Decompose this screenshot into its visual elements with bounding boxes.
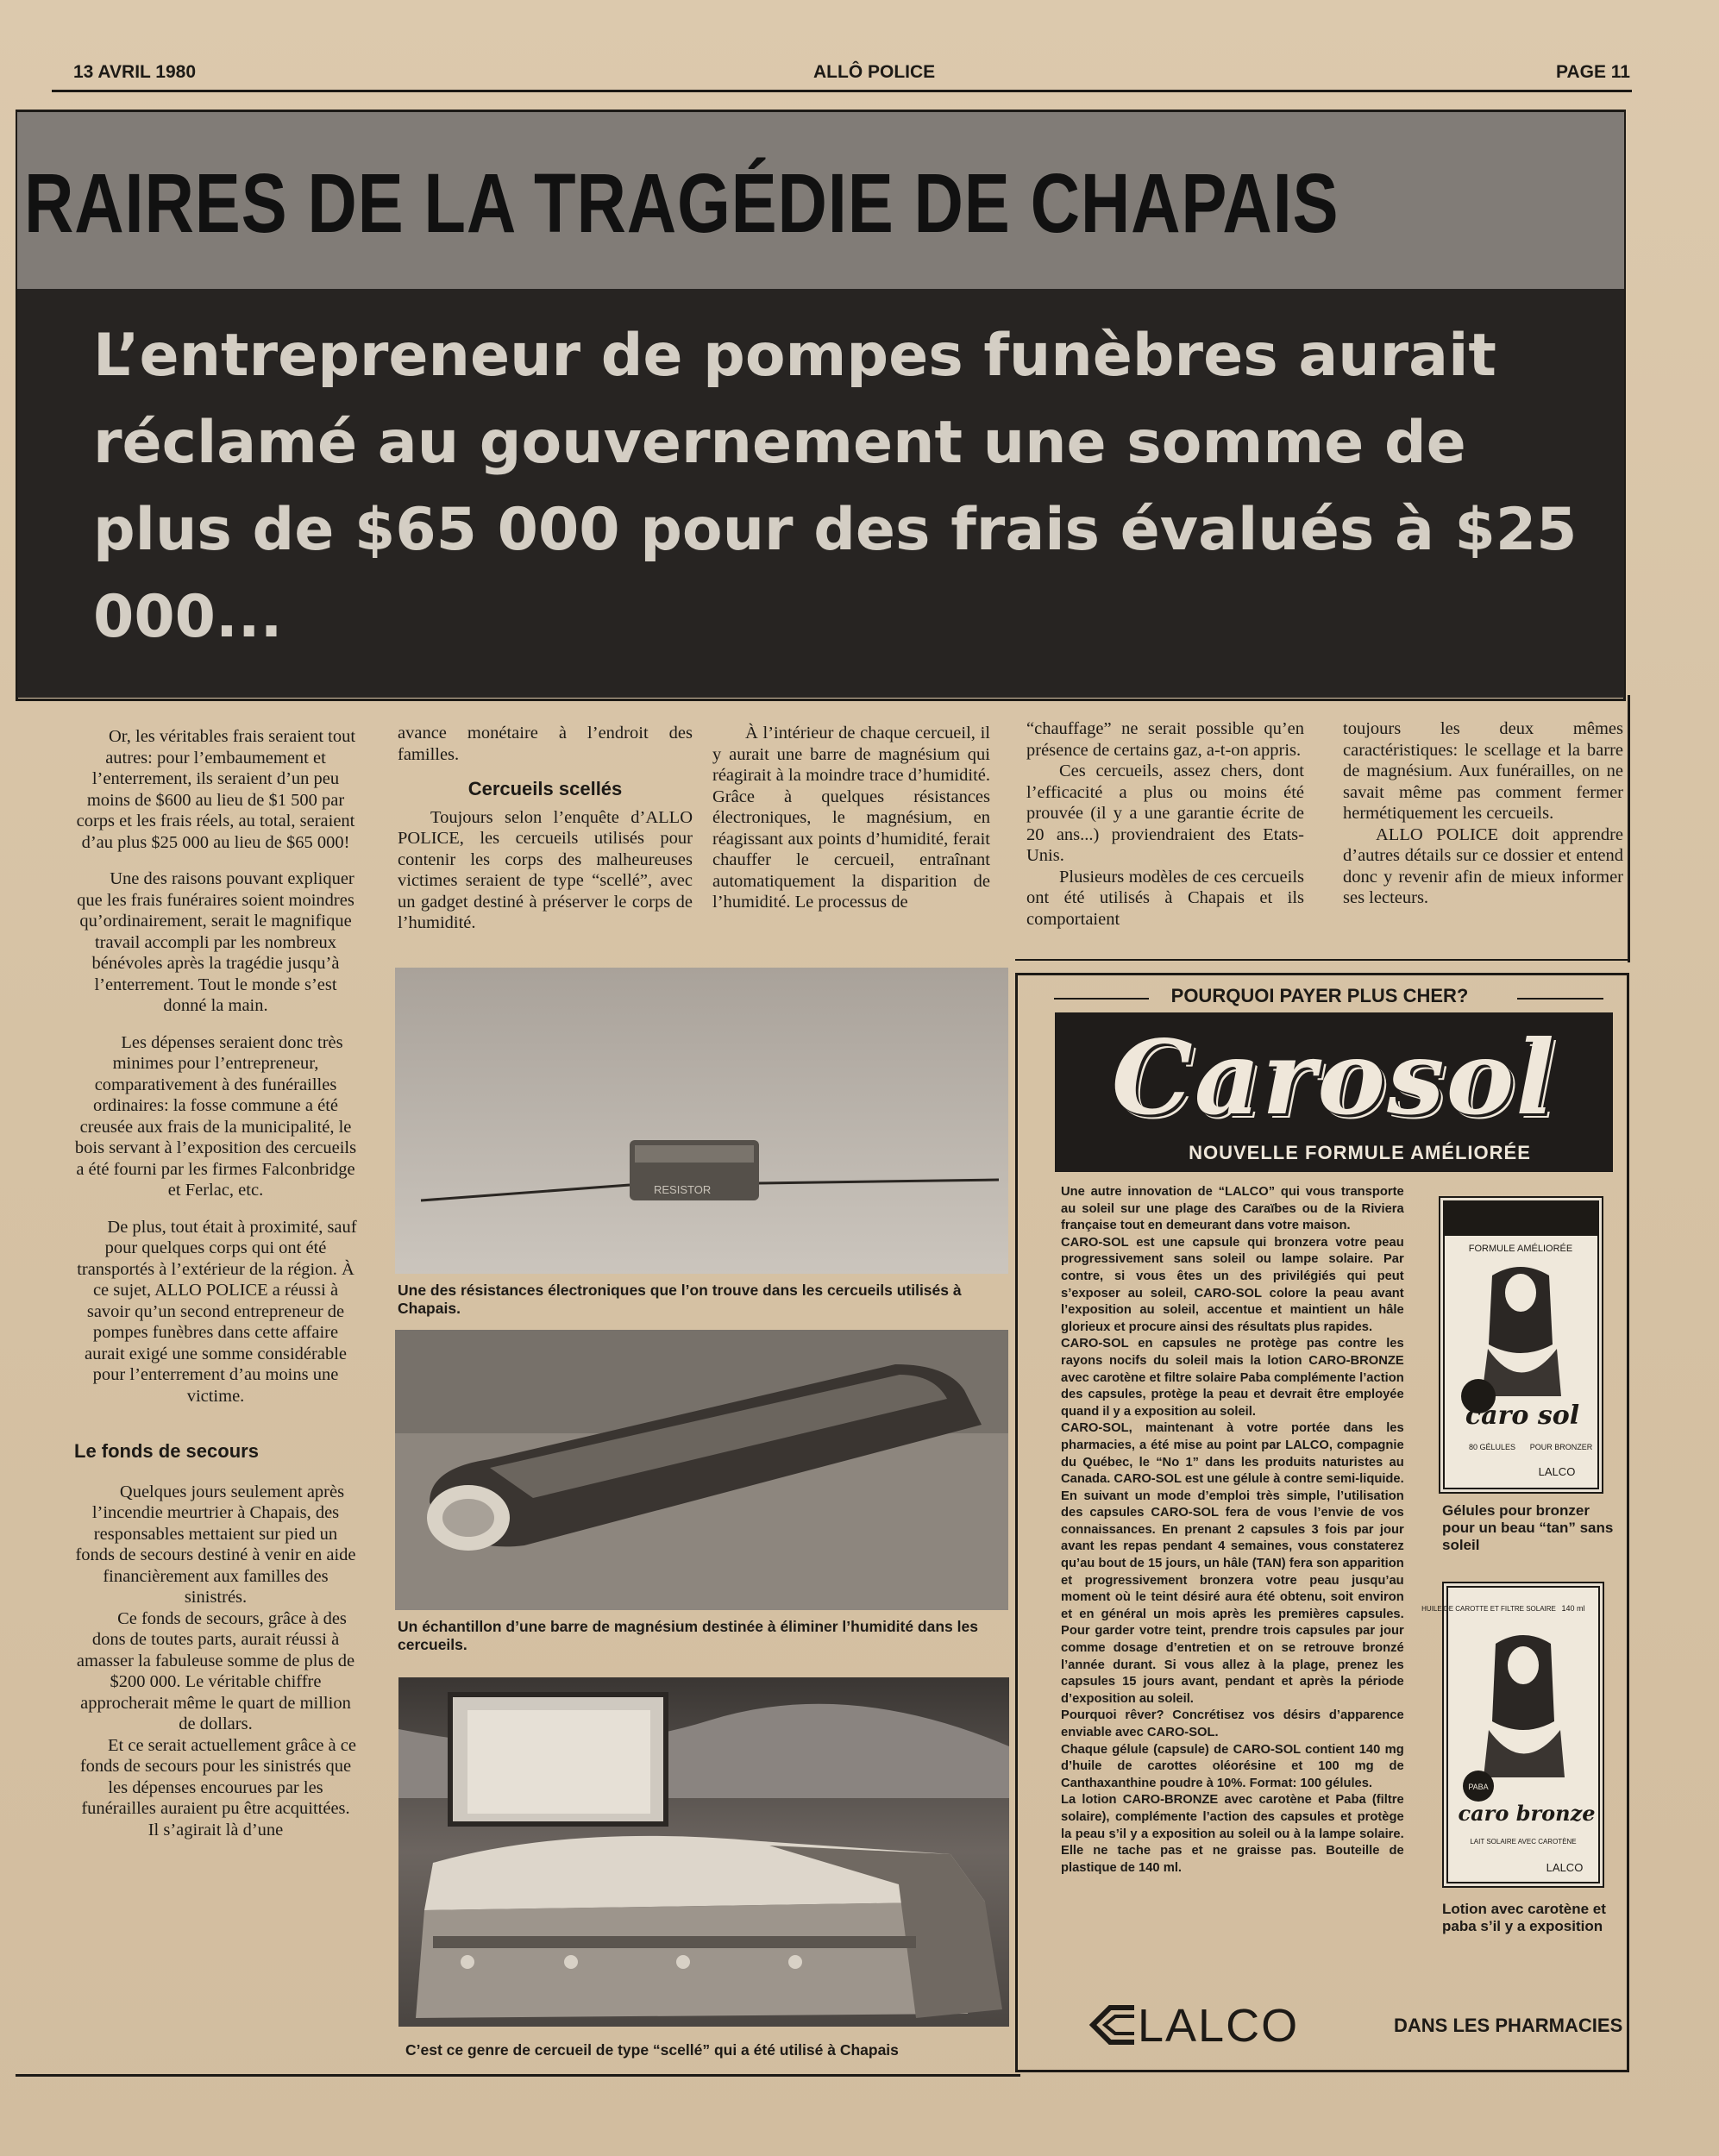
box2-product: caro bronze	[1458, 1801, 1596, 1826]
box2-sub: LAIT SOLAIRE AVEC CAROTÈNE	[1470, 1838, 1577, 1846]
ad-paragraph: La lotion CARO-BRONZE avec carotène et Paba (filtre solaire), complémente l’action des capsules et protège la peau s’il y a exposition au soleil ou à la lampe solaire. Elle ne tache pas et ne graisse pas. Bouteille de plastique de 140 ml.	[1061, 1792, 1404, 1875]
product-box-carosol	[1439, 1196, 1603, 1494]
box1-top-text: FORMULE AMÉLIORÉE	[1468, 1244, 1573, 1254]
page-number: PAGE 11	[1556, 62, 1630, 82]
column-rule	[1015, 959, 1629, 961]
box1-product: caro sol	[1465, 1401, 1580, 1431]
carobronze-bottle-illustration	[1421, 1583, 1603, 1886]
photo-magnesium-bar	[395, 1330, 1008, 1610]
article-column-5	[1343, 718, 1623, 909]
paragraph: Une des raisons pouvant expliquer que les frais funéraires soient moindres qu’ordinairement, serait le magnifique travail accompli par les nombreux bénévoles après la tragédie jusqu’à l’enterrement. Tout le monde s’est donné la main.	[77, 869, 354, 1015]
box2-caption: Lotion avec carotène et paba s’il y a exposition	[1442, 1901, 1606, 1934]
banner-title: RAIRES DE LA TRAGÉDIE DE CHAPAIS	[24, 156, 1339, 250]
photo-sealed-casket	[398, 1677, 1009, 2027]
carosol-logo-block	[1055, 1012, 1613, 1172]
box2-maker: LALCO	[1546, 1861, 1584, 1874]
subheading-cercueils: Cercueils scellés	[467, 778, 623, 799]
issue-date: 13 AVRIL 1980	[73, 62, 197, 82]
paragraph: Les dépenses seraient donc très minimes pour l’entrepreneur, comparativement à des funérailles ordinaires: la fosse commune a été creusée aux frais de la municipalité, le bois servant à l’exposition des cercueils a été fourni par les firmes Falconbridge et Ferlac, etc.	[74, 1032, 357, 1200]
ad-paragraph: CARO-SOL est une capsule qui bronzera votre peau progressivement sans soleil ou lampe solaire. Par contre, si vous êtes un des privilégiés qui peut s’exposer au soleil, CARO-SOL colore la peau avant l’exposition au soleil, accentue et maintient un hâle glorieux et procure ainsi des résultats plus rapides.	[1061, 1234, 1404, 1334]
paragraph: Or, les véritables frais seraient tout autres: pour l’embaumement et l’enterrement, ils seraient d’un peu moins de $600 au lieu de $1 500 par corps et les frais réels, au total, seraient d’au plus $25 000 au lieu de $65 000!	[76, 727, 356, 852]
article-column-3	[712, 723, 990, 913]
product-box-carobronze	[1421, 1582, 1604, 1888]
photo-caption-3: C’est ce genre de cercueil de type “scellé” qui a été utilisé à Chapais	[405, 2041, 899, 2059]
carosol-package-illustration	[1440, 1198, 1602, 1492]
paragraph: Ce fonds de secours, grâce à des dons de toutes parts, aurait réussi à amasser la fabuleuse somme de plus de $200 000. Le véritable chiffre approcherait même le quart de million de dollars.	[76, 1608, 355, 1733]
box1-maker: LALCO	[1538, 1465, 1576, 1478]
box2-top-text: HUILE DE CAROTTE ET FILTRE SOLAIRE	[1421, 1605, 1556, 1613]
photo-resistor	[395, 968, 1008, 1274]
ad-paragraph: CARO-SOL, maintenant à votre portée dans les pharmacies, a été mise au point par LALCO, compagnie du Québec, le “No 1” dans les produits naturistes au Canada. CARO-SOL est une gélule à contre semi-liquide. En suivant un mode d’emploi très simple, l’utilisation des capsules CARO-SOL fera de vous l’envie de vos connaissances. En prenant 2 capsules 3 fois par jour avant les repas pendant 4 semaines, vous constaterez qu’au bout de 15 jours, un hâle (TAN) fera son apparition et progressivement bronzera votre peau jusqu’au moment où le teint désiré aura été obtenu, soit environ et en général un mois après les premières capsules. Pour garder votre teint, prendre trois capsules par jour comme dosage d’entretien et on se retrouve bronzé l’année durant. Si vous allez à la plage, prenez les capsules 15 jours avant, pendant et après la période d’exposition au soleil.	[1061, 1420, 1404, 1706]
paragraph: toujours les deux mêmes caractéristiques: le scellage et la barre de magnésium. Aux funérailles, on ne savait même pas comment fermer hermétiquement les cercueils.	[1343, 719, 1623, 823]
paragraph: Quelques jours seulement après l’incendie meurtrier à Chapais, des responsables mettaient sur pied un fonds de secours destiné à venir en aide financièrement aux familles des sinistrés.	[75, 1482, 356, 1607]
lalco-wordmark: LALCO	[1138, 2000, 1300, 2052]
ad-body-text	[1061, 1183, 1404, 1876]
publication-name: ALLÔ POLICE	[813, 62, 936, 82]
photo-caption-2: Un échantillon d’une barre de magnésium destinée à éliminer l’humidité dans les cercueils.	[398, 1618, 978, 1653]
subheading-fonds: Le fonds de secours	[74, 1440, 259, 1462]
page-header	[73, 62, 1630, 91]
article-column-4	[1026, 718, 1304, 930]
box1-caption: Gélules pour bronzer pour un beau “tan” sans soleil	[1442, 1502, 1614, 1553]
paragraph: “chauffage” ne serait possible qu’en présence de certains gaz, a-t-on appris.	[1026, 719, 1304, 760]
column-rule	[1628, 695, 1630, 962]
photo-caption-1: Une des résistances électroniques que l’on trouve dans les cercueils utilisés à Chapais.	[398, 1282, 962, 1317]
lalco-logo-icon	[1089, 2002, 1141, 2047]
box1-sub: 80 GÉLULES	[1468, 1443, 1516, 1451]
ad-paragraph: Chaque gélule (capsule) de CARO-SOL contient 140 mg d’huile de carottes oléorésine et 100 mg de Canthaxanthine poudre à 10%. Format: 100 gélules.	[1061, 1741, 1404, 1790]
bottom-rule	[16, 2074, 1020, 2077]
main-headline: L’entrepreneur de pompes funèbres aurait réclamé au gouvernement une somme de plus de $65 000 pour des frais évalués à $25 000...	[93, 322, 1578, 651]
box2-volume: 140 ml	[1561, 1604, 1585, 1613]
paragraph: Et ce serait actuellement grâce à ce fonds de secours pour les sinistrés que les dépenses encourues par les funérailles auraient pu être acquittées. Il s’agirait là d’une	[79, 1735, 356, 1839]
ad-tagline: NOUVELLE FORMULE AMÉLIORÉE	[1189, 1142, 1531, 1163]
ad-kicker: POURQUOI PAYER PLUS CHER?	[1170, 985, 1469, 1006]
header-rule	[52, 90, 1632, 92]
paragraph: Toujours selon l’enquête d’ALLO POLICE, les cercueils utilisés pour contenir les corps des malheureuses victimes seraient de type “scellé”, avec un gadget destiné à préserver le corps de l’humidité.	[398, 807, 693, 932]
article-column-2	[398, 723, 693, 934]
box1-sub2: POUR BRONZER	[1529, 1443, 1593, 1451]
paragraph: Ces cercueils, assez chers, dont l’efficacité a plus ou moins été prouvée (il y a une garantie écrite de 20 ans...) proviendraient des Etats-Unis.	[1026, 761, 1304, 865]
paragraph: De plus, tout était à proximité, sauf pour quelques corps qui ont été transportés à l’extérieur de la région. À ce sujet, ALLO POLICE a réussi à savoir qu’un second entrepreneur de pompes funèbres dans cette affaire aurait exigé une somme considérable pour l’enterrement d’au moins une victime.	[77, 1217, 357, 1406]
ad-paragraph: Pourquoi rêver? Concrétisez vos désirs d’apparence enviable avec CARO-SOL.	[1061, 1708, 1404, 1739]
paragraph: ALLO POLICE doit apprendre d’autres détails sur ce dossier et entend donc y revenir afin de mieux informer ses lecteurs.	[1343, 824, 1623, 907]
ad-paragraph: CARO-SOL en capsules ne protège pas contre les rayons nocifs du soleil mais la lotion CARO-BRONZE avec carotène et filtre solaire Paba complémente l’action des capsules, protège la peau et devrait être employée quand il y a exposition au soleil.	[1061, 1336, 1404, 1419]
box2-badge: PABA	[1468, 1783, 1489, 1791]
paragraph: Plusieurs modèles de ces cercueils ont été utilisés à Chapais et ils comportaient	[1026, 867, 1304, 929]
carosol-logo: Carosol	[1111, 1018, 1557, 1138]
article-column-1	[74, 726, 357, 1840]
ad-paragraph: Une autre innovation de “LALCO” qui vous transporte au soleil sur une plage des Caraïbes ou de la Riviera française tout en demeurant dans votre maison.	[1061, 1184, 1404, 1233]
resistor-label: RESISTOR	[654, 1183, 712, 1196]
paragraph: À l’intérieur de chaque cercueil, il y aurait une barre de magnésium qui réagirait à la moindre trace d’humidité. Grâce à quelques résistances électroniques, le magnésium, en réagissant aux points d’humidité, ferait chauffer le cercueil, entraînant automatiquement la disparition de l’humidité. Le processus de	[712, 724, 990, 912]
pharmacy-line: DANS LES PHARMACIES	[1394, 2015, 1623, 2036]
paragraph: avance monétaire à l’endroit des familles.	[398, 724, 693, 764]
